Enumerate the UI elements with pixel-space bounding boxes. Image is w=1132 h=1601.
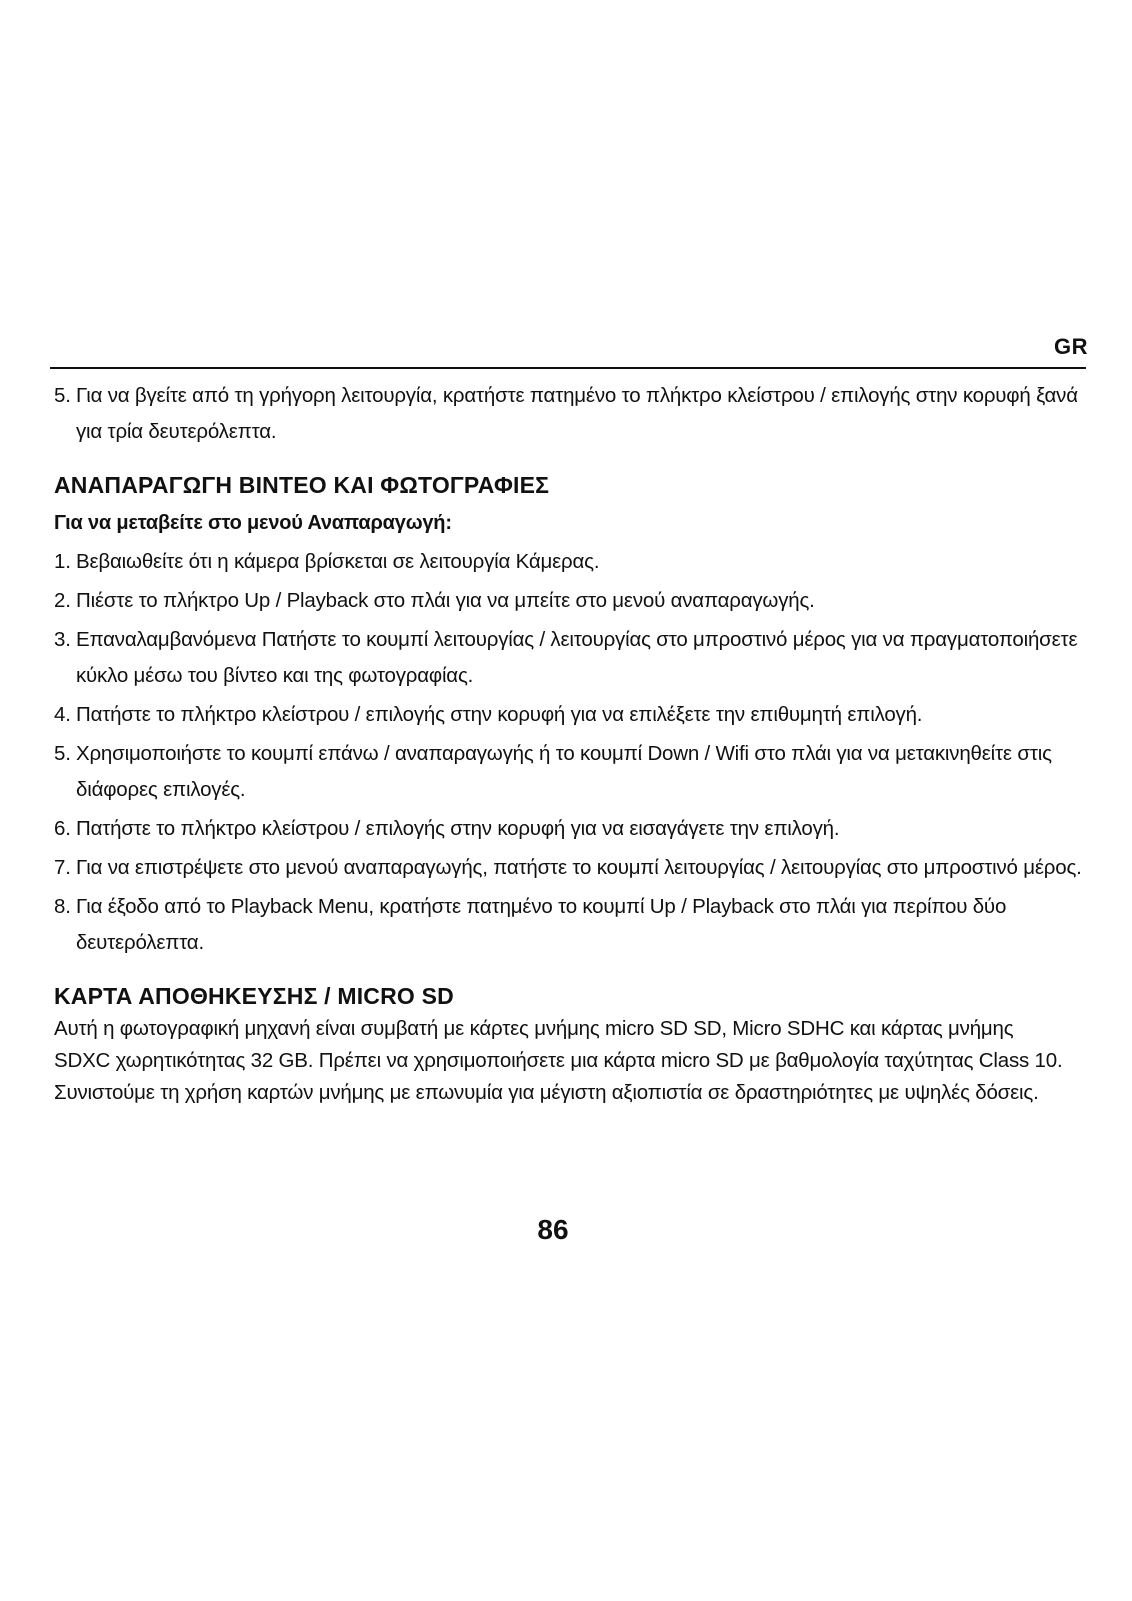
list-item-text: Για να βγείτε από τη γρήγορη λειτουργία, κρατήστε πατημένο το πλήκτρο κλείστρου / επιλογής στην κορυφή ξανά για τρία δευτερόλεπτα.	[76, 384, 1078, 443]
header-rule	[50, 367, 1086, 369]
list-item	[54, 736, 1094, 808]
list-item-text: Βεβαιωθείτε ότι η κάμερα βρίσκεται σε λειτουργία Κάμερας.	[76, 550, 600, 573]
list-item-text: Πιέστε το πλήκτρο Up / Playback στο πλάι για να μπείτε στο μενού αναπαραγωγής.	[76, 589, 815, 612]
storage-paragraph: Αυτή η φωτογραφική μηχανή είναι συμβατή με κάρτες μνήμης micro SD SD, Micro SDHC και κάρτας μνήμης SDXC χωρητικότητας 32 GB. Πρέπει να χρησιμοποιήσετε μια κάρτα micro SD με βαθμολογία ταχύτητας Class 10. Συνιστούμε τη χρήση καρτών μνήμης με επωνυμία για μέγιστη αξιοπιστία σε δραστηριότητες με υψηλές δόσεις.	[54, 1017, 1063, 1104]
list-item	[54, 811, 1094, 847]
list-item-text: Χρησιμοποιήστε το κουμπί επάνω / αναπαραγωγής ή το κουμπί Down / Wifi στο πλάι για να μετακινηθείτε στις διάφορες επιλογές.	[76, 742, 1052, 801]
playback-steps-list	[54, 544, 1094, 961]
list-item-number: 4.	[54, 703, 71, 726]
list-item-text: Για να επιστρέψετε στο μενού αναπαραγωγής, πατήστε το κουμπί λειτουργίας / λειτουργίας στο μπροστινό μέρος.	[76, 856, 1082, 879]
list-item-text: Για έξοδο από το Playback Menu, κρατήστε πατημένο το κουμπί Up / Playback στο πλάι για περίπου δύο δευτερόλεπτα.	[76, 895, 1007, 954]
page-content	[54, 378, 1094, 1109]
list-item	[54, 378, 1094, 450]
list-item	[54, 544, 1094, 580]
list-item	[54, 889, 1094, 961]
list-item-text: Πατήστε το πλήκτρο κλείστρου / επιλογής στην κορυφή για να επιλέξετε την επιθυμητή επιλογή.	[76, 703, 923, 726]
list-item-text: Επαναλαμβανόμενα Πατήστε το κουμπί λειτουργίας / λειτουργίας στο μπροστινό μέρος για να πραγματοποιήσετε κύκλο μέσω του βίντεο και της φωτογραφίας.	[76, 628, 1078, 687]
list-item-number: 5.	[54, 742, 71, 765]
list-item-number: 8.	[54, 895, 71, 918]
list-item	[54, 583, 1094, 619]
list-item-number: 7.	[54, 856, 71, 879]
list-item-number: 5.	[54, 384, 71, 407]
list-item	[54, 850, 1094, 886]
page-number: 86	[537, 1214, 569, 1245]
section-title-storage: ΚΑΡΤΑ ΑΠΟΘΗΚΕΥΣΗΣ / MICRO SD	[54, 983, 454, 1009]
list-item	[54, 697, 1094, 733]
list-item	[54, 622, 1094, 694]
list-item-number: 1.	[54, 550, 71, 573]
list-item-number: 3.	[54, 628, 71, 651]
list-item-number: 6.	[54, 817, 71, 840]
language-tag: GR	[1054, 334, 1088, 359]
section-subtitle-playback: Για να μεταβείτε στο μενού Αναπαραγωγή:	[54, 512, 452, 534]
list-item-number: 2.	[54, 589, 71, 612]
list-item-text: Πατήστε το πλήκτρο κλείστρου / επιλογής στην κορυφή για να εισαγάγετε την επιλογή.	[76, 817, 840, 840]
section-title-playback: ΑΝΑΠΑΡΑΓΩΓΗ ΒΙΝΤΕΟ ΚΑΙ ΦΩΤΟΓΡΑΦΙΕΣ	[54, 472, 550, 498]
